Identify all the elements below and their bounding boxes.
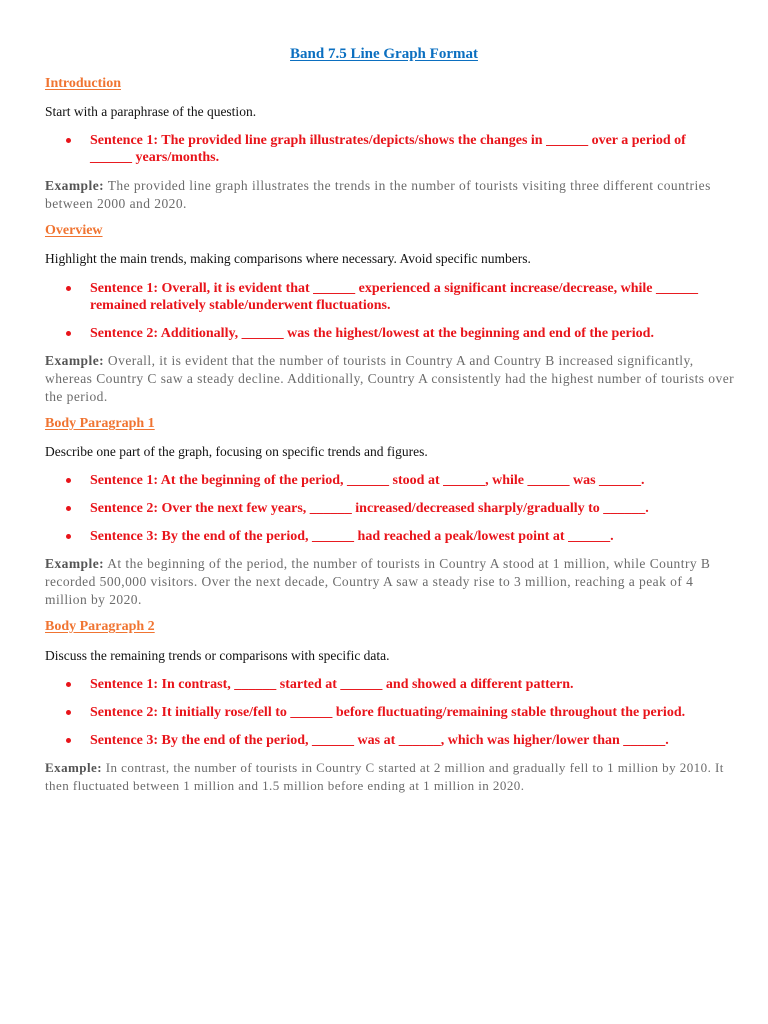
body1-instruction: Describe one part of the graph, focusing on specific trends and figures.	[45, 444, 428, 459]
heading-body-paragraph-2: Body Paragraph 2	[45, 619, 155, 634]
introduction-sentence-1: Sentence 1: The provided line graph illustrates/depicts/shows the changes in ______ over a period of ______ years/months.	[90, 132, 710, 166]
body1-sentence-3: Sentence 3: By the end of the period, ______ had reached a peak/lowest point at ______.	[90, 528, 710, 545]
overview-instruction: Highlight the main trends, making comparisons where necessary. Avoid specific numbers.	[45, 251, 531, 266]
introduction-example	[45, 177, 735, 213]
example-text: At the beginning of the period, the number of tourists in Country A stood at 1 million, while Country B recorded 500,000 visitors. Over the next decade, Country A saw a steady rise to 3 million, reaching a peak of 4 million by 2020.	[45, 556, 711, 607]
body1-sentence-1: Sentence 1: At the beginning of the period, ______ stood at ______, while ______ was ______.	[90, 472, 710, 489]
overview-example	[45, 352, 735, 406]
heading-overview: Overview	[45, 223, 103, 238]
overview-sentence-2: Sentence 2: Additionally, ______ was the highest/lowest at the beginning and end of the period.	[90, 325, 710, 342]
document-title: Band 7.5 Line Graph Format	[290, 46, 478, 62]
heading-body-paragraph-1: Body Paragraph 1	[45, 416, 155, 431]
body1-sentence-2: Sentence 2: Over the next few years, ______ increased/decreased sharply/gradually to ______.	[90, 500, 710, 517]
example-text: In contrast, the number of tourists in Country C started at 2 million and gradually fell to 1 million by 2010. It then fluctuated between 1 million and 1.5 million before ending at 1 million in 2020.	[45, 760, 724, 793]
example-label: Example:	[45, 556, 105, 571]
example-text: Overall, it is evident that the number of tourists in Country A and Country B increased significantly, whereas Country C saw a steady decline. Additionally, Country A consistently had the highest number of tourists over the period.	[45, 353, 735, 404]
body2-sentence-3: Sentence 3: By the end of the period, ______ was at ______, which was higher/lower than ______.	[90, 732, 710, 749]
body2-instruction: Discuss the remaining trends or comparisons with specific data.	[45, 648, 390, 663]
body2-sentence-1: Sentence 1: In contrast, ______ started at ______ and showed a different pattern.	[90, 676, 710, 693]
example-label: Example:	[45, 178, 105, 193]
body1-example	[45, 555, 735, 609]
heading-introduction: Introduction	[45, 76, 121, 91]
example-label: Example:	[45, 353, 105, 368]
introduction-instruction: Start with a paraphrase of the question.	[45, 104, 257, 119]
body2-example	[45, 759, 735, 795]
example-text: The provided line graph illustrates the trends in the number of tourists visiting three different countries between 2000 and 2020.	[45, 178, 711, 211]
body2-sentence-2: Sentence 2: It initially rose/fell to ______ before fluctuating/remaining stable throughout the period.	[90, 704, 710, 721]
example-label: Example:	[45, 760, 103, 775]
overview-sentence-1: Sentence 1: Overall, it is evident that ______ experienced a significant increase/decrease, while ______ remained relatively stable/underwent fluctuations.	[90, 280, 710, 314]
